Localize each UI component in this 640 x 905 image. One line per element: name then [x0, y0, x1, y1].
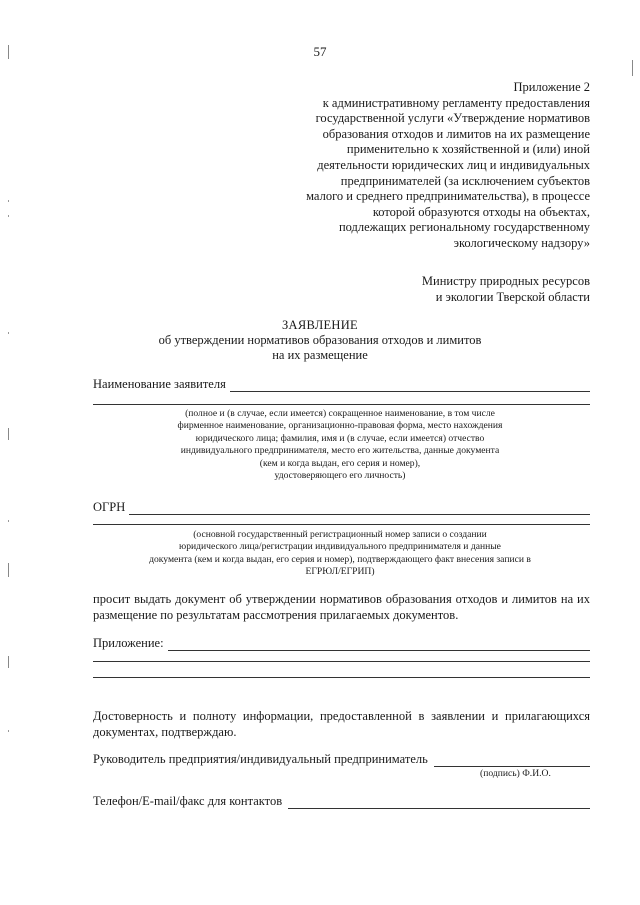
note-line: (полное и (в случае, если имеется) сокращенное наименование, в том числе: [185, 408, 495, 419]
applicant-name-row: [93, 377, 590, 392]
margin-dot: [8, 200, 9, 202]
appendix-line: деятельности юридических лиц и индивидуальных: [317, 157, 590, 172]
contacts-field[interactable]: [288, 796, 590, 809]
appendix-line: предпринимателей (за исключением субъектов: [340, 173, 590, 188]
addressee: [330, 274, 590, 305]
note-line: юридического лица/регистрации индивидуального предпринимателя и данные: [179, 541, 501, 553]
margin-mark: [8, 428, 9, 440]
note-line: документа (кем и когда выдан, его серия и номер), подтверждающего факт внесения записи в: [149, 553, 531, 565]
appendix-line: Приложение 2: [513, 80, 590, 94]
appendix-line: применительно к хозяйственной и (или) иной: [346, 142, 590, 157]
document-title: [0, 318, 640, 363]
margin-dot: [8, 520, 9, 522]
applicant-name-field[interactable]: [230, 379, 590, 392]
ogrn-field-line2[interactable]: [93, 524, 590, 525]
applicant-name-field-line2[interactable]: [93, 404, 590, 405]
signature-row: [93, 752, 590, 767]
attachment-label: Приложение:: [93, 636, 164, 650]
appendix-line: малого и среднего предпринимательства), в процессе: [306, 189, 590, 204]
note-line: удостоверяющего его личность): [274, 470, 406, 482]
request-paragraph: просит выдать документ об утверждении нормативов образования отходов и лимитов на их размещение по результатам рассмотрения прилагаемых документов.: [93, 592, 590, 622]
appendix-line: экологическому надзору»: [453, 235, 590, 250]
contacts-row: [93, 794, 590, 809]
margin-dot: [8, 730, 9, 732]
note-line: (основной государственный регистрационный номер записи о создании: [193, 529, 487, 540]
margin-mark: [632, 60, 633, 76]
ogrn-label: ОГРН: [93, 500, 126, 514]
note-line: индивидуального предпринимателя, место его жительства, данные документа: [180, 445, 500, 457]
attachment-row: [93, 636, 590, 651]
attachment-field-line2[interactable]: [93, 661, 590, 662]
margin-dot: [8, 215, 9, 217]
signature-field[interactable]: [434, 754, 590, 767]
attachment-field[interactable]: [168, 638, 590, 651]
applicant-note: [110, 408, 570, 482]
ogrn-field[interactable]: [129, 502, 590, 515]
addressee-line: и экологии Тверской области: [435, 289, 590, 304]
appendix-header: [260, 80, 590, 252]
note-line: юридического лица; фамилия, имя и (в случае, если имеется) отчество: [195, 432, 485, 444]
appendix-line: государственной услуги «Утверждение нормативов: [315, 111, 590, 126]
appendix-line: к административному регламенту предоставления: [322, 95, 590, 110]
confirmation-paragraph: Достоверность и полноту информации, предоставленной в заявлении и прилагающихся документах, подтверждаю.: [93, 709, 590, 739]
note-line: фирменное наименование, организационно-правовая форма, место нахождения: [177, 420, 503, 432]
applicant-name-label: Наименование заявителя: [93, 377, 226, 391]
signature-label: Руководитель предприятия/индивидуальный предприниматель: [93, 752, 428, 766]
appendix-line: подлежащих региональному государственному: [338, 220, 590, 235]
contacts-label: Телефон/E-mail/факс для контактов: [93, 794, 283, 808]
margin-mark: [8, 656, 9, 668]
margin-mark: [8, 563, 9, 577]
ogrn-row: [93, 500, 590, 515]
addressee-line: Министру природных ресурсов: [421, 274, 590, 288]
note-line: (кем и когда выдан, его серия и номер),: [259, 457, 421, 469]
attachment-field-line3[interactable]: [93, 677, 590, 678]
appendix-line: которой образуются отходы на объектах,: [372, 204, 590, 219]
page-number: 57: [313, 44, 327, 59]
title-line: на их размещение: [272, 348, 368, 362]
note-line: ЕГРЮЛ/ЕГРИП): [305, 566, 375, 578]
signature-caption: (подпись) Ф.И.О.: [480, 768, 551, 779]
ogrn-note: [110, 529, 570, 579]
title-heading: ЗАЯВЛЕНИЕ: [282, 318, 358, 332]
appendix-line: образования отходов и лимитов на их размещение: [322, 126, 590, 141]
title-line: об утверждении нормативов образования отходов и лимитов: [158, 333, 482, 347]
